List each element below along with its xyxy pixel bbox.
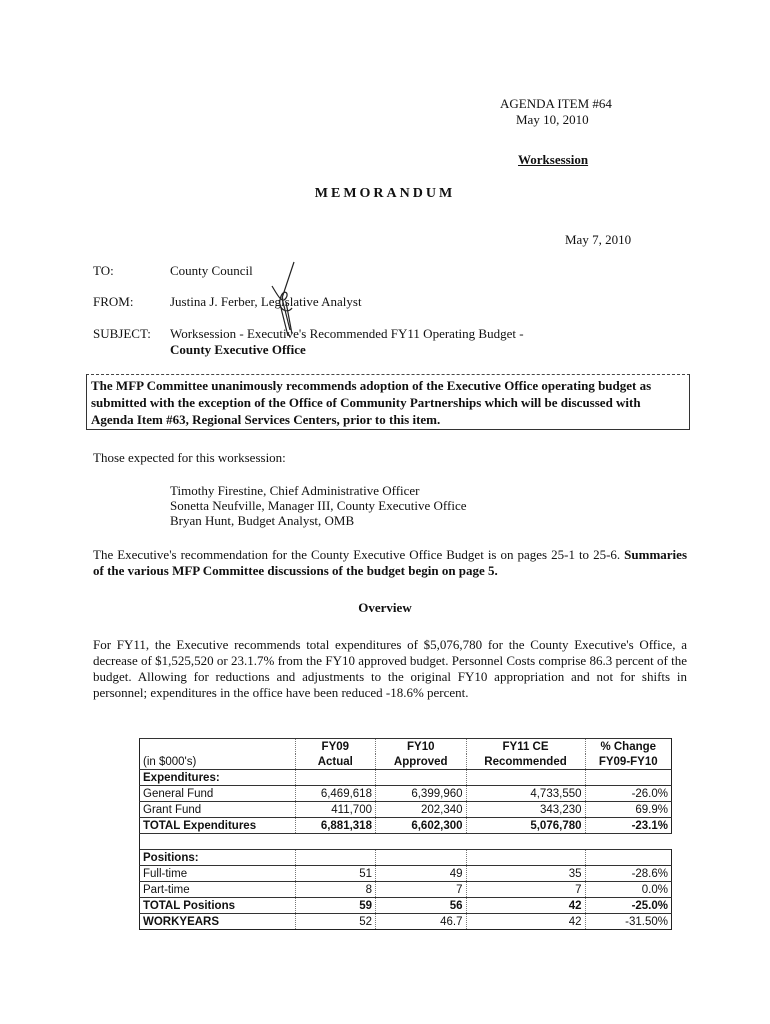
agenda-block [500,96,700,128]
header-cell: Recommended [466,754,585,770]
cell: 0.0% [585,882,671,898]
section-row-positions [140,850,672,866]
cell: 202,340 [375,802,466,818]
recommendation-bold: Summaries of the various MFP Committee discussions of the budget begin on page 5. [93,547,688,578]
agenda-item: AGENDA ITEM #64 [500,96,612,111]
spacer-row [140,834,672,850]
cell: 7 [375,882,466,898]
total-positions-row [140,898,672,914]
cell: 6,469,618 [295,786,375,802]
cell: 49 [375,866,466,882]
cell: 6,602,300 [375,818,466,834]
cell: -31.50% [585,914,671,930]
section-label: Expenditures: [140,770,296,786]
cell: 42 [466,914,585,930]
cell: 35 [466,866,585,882]
header-cell: (in $000's) [140,754,296,770]
cell: 51 [295,866,375,882]
subject-label: SUBJECT: [93,326,151,341]
workyears-row [140,914,672,930]
cell: 5,076,780 [466,818,585,834]
row-label: Grant Fund [140,802,296,818]
expected-intro: Those expected for this worksession: [93,450,286,465]
cell: 52 [295,914,375,930]
cell: 6,881,318 [295,818,375,834]
table-row [140,882,672,898]
header-cell: FY11 CE [466,739,585,755]
table-header-row-2 [140,754,672,770]
total-expenditures-row [140,818,672,834]
cell: 69.9% [585,802,671,818]
cell: 8 [295,882,375,898]
cell: -23.1% [585,818,671,834]
header-cell: Actual [295,754,375,770]
cell: -25.0% [585,898,671,914]
row-label: Full-time [140,866,296,882]
table-row [140,866,672,882]
cell: 6,399,960 [375,786,466,802]
cell: -28.6% [585,866,671,882]
row-label: WORKYEARS [140,914,296,930]
attendee: Timothy Firestine, Chief Administrative Officer [170,483,420,498]
agenda-date: May 10, 2010 [516,112,589,127]
attendee-list [170,483,467,528]
cell: 7 [466,882,585,898]
header-cell: FY09-FY10 [585,754,671,770]
cell: 343,230 [466,802,585,818]
to-label: TO: [93,263,114,278]
from-label: FROM: [93,294,134,309]
row-label: General Fund [140,786,296,802]
table-header-row-1 [140,739,672,755]
header-cell [140,739,296,755]
cell: 4,733,550 [466,786,585,802]
cell: 42 [466,898,585,914]
worksession-label: Worksession [518,152,589,167]
recommendation-paragraph [93,547,687,579]
cell: 46.7 [375,914,466,930]
memo-title: MEMORANDUM [314,186,456,201]
cell: 56 [375,898,466,914]
header-cell: FY09 [295,739,375,755]
subject-value-bold: County Executive Office [170,342,306,357]
table-row [140,802,672,818]
section-row-expenditures [140,770,672,786]
memo-date: May 7, 2010 [565,232,632,247]
row-label: TOTAL Expenditures [140,818,296,834]
cell: -26.0% [585,786,671,802]
header-cell: FY10 [375,739,466,755]
from-value: Justina J. Ferber, Legislative Analyst [170,294,362,309]
section-label: Positions: [140,850,296,866]
recommendation-text: The Executive's recommendation for the County Executive Office Budget is on pages 25-1 to 25-6. [93,547,621,562]
signature-initials [252,258,312,338]
subject-value: Worksession - Executive's Recommended FY11 Operating Budget - [170,326,524,341]
cell: 411,700 [295,802,375,818]
overview-heading: Overview [358,600,412,615]
budget-table [139,738,672,930]
overview-paragraph: For FY11, the Executive recommends total expenditures of $5,076,780 for the County Executive's Office, a decrease of $1,525,520 or 23.1.7% from the FY10 approved budget. Personnel Costs comprise 86.3 percent of the budget. Allowing for reductions and adjustments to the original FY10 appropriation and not for shifts in personnel; expenditures in the office have been reduced -18.6% percent. [93,637,687,700]
committee-recommendation-box: The MFP Committee unanimously recommends adoption of the Executive Office operating budget as submitted with the exception of the Office of Community Partnerships which will be discussed with Agenda Item #63, Regional Services Centers, prior to this item. [86,374,690,430]
cell: 59 [295,898,375,914]
row-label: TOTAL Positions [140,898,296,914]
header-cell: Approved [375,754,466,770]
attendee: Sonetta Neufville, Manager III, County Executive Office [170,498,467,513]
row-label: Part-time [140,882,296,898]
header-cell: % Change [585,739,671,755]
table-row [140,786,672,802]
attendee: Bryan Hunt, Budget Analyst, OMB [170,513,355,528]
to-value: County Council [170,263,253,278]
